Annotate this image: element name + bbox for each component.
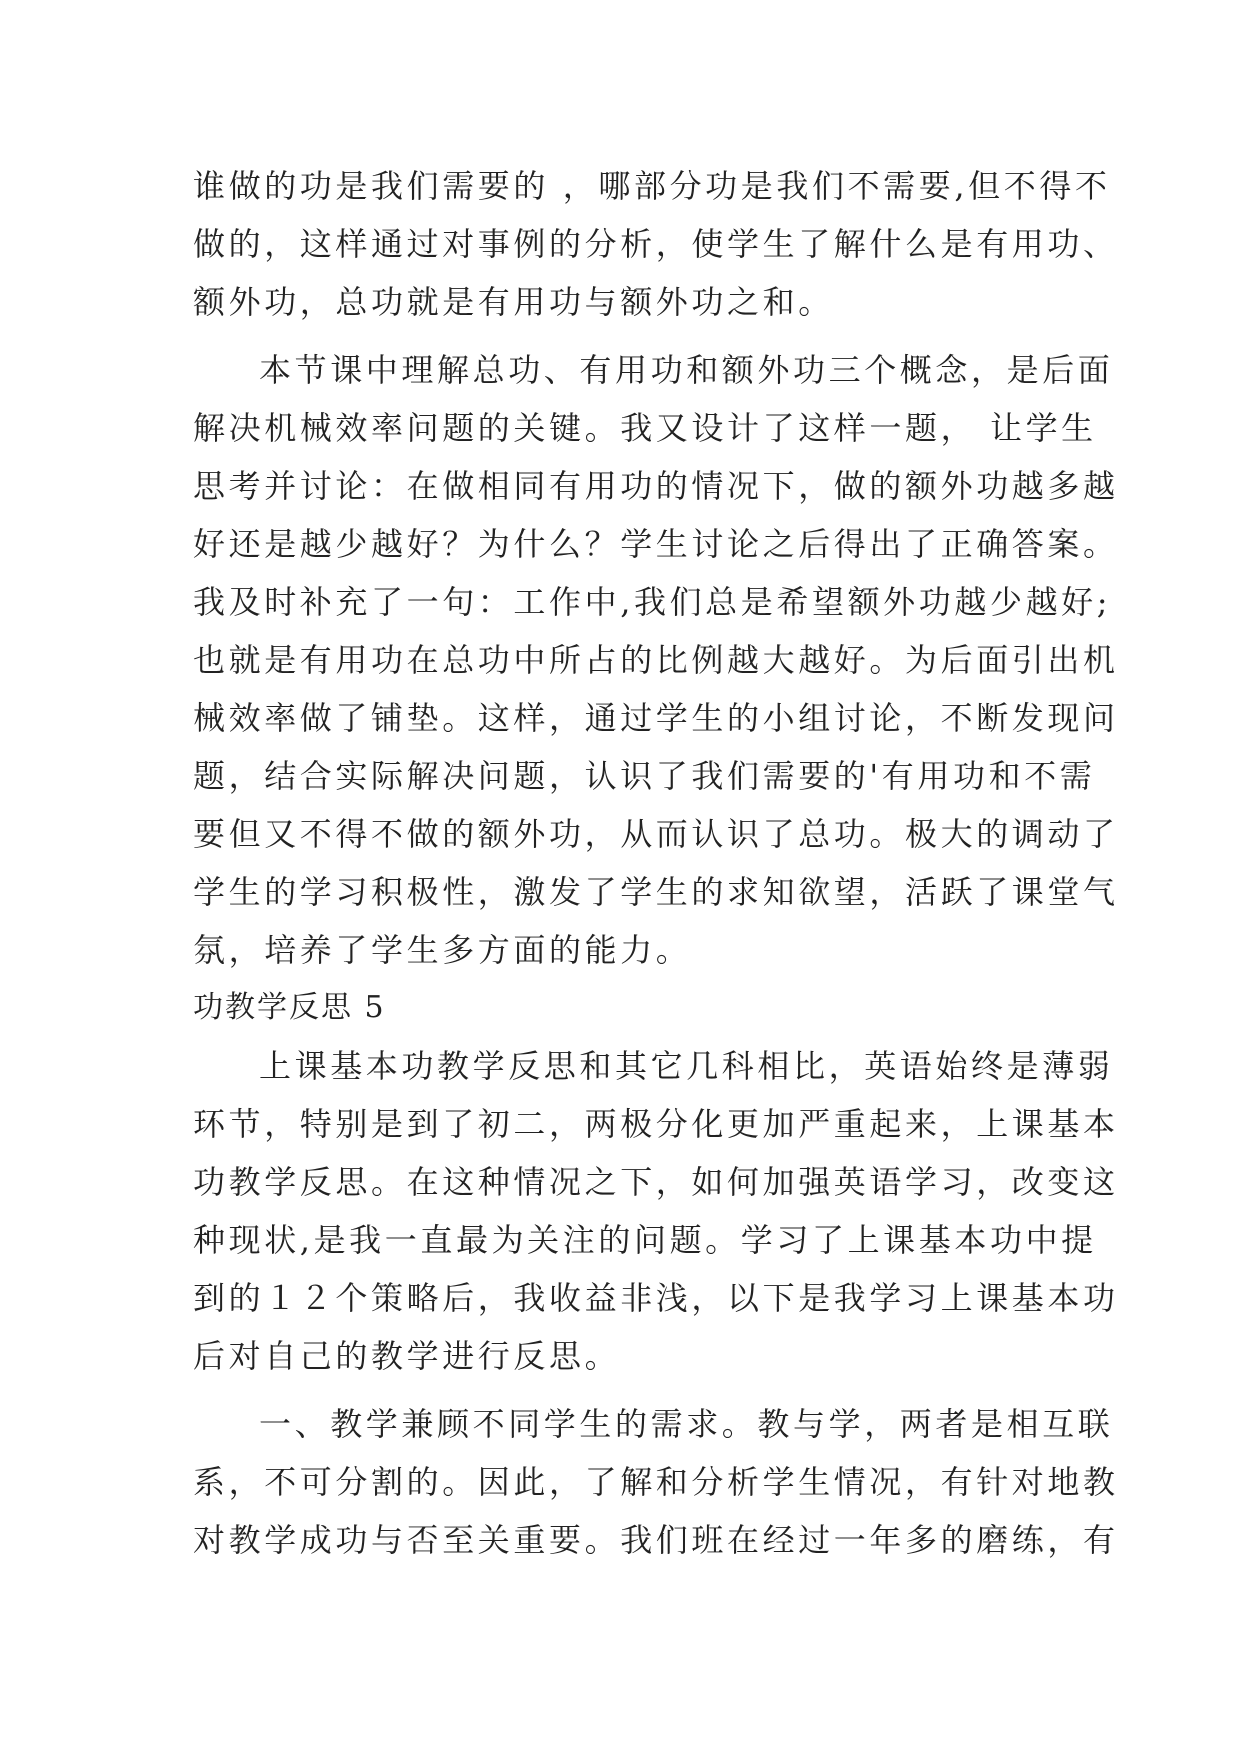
document-body (193, 157, 1119, 1569)
text-line: 系，不可分割的。因此，了解和分析学生情况，有针对地教 (193, 1463, 1119, 1501)
text-line: 本节课中理解总功、有用功和额外功三个概念，是后面 (259, 351, 1114, 389)
text-line: 氛，培养了学生多方面的能力。 (193, 931, 692, 969)
text-line: 到的１２个策略后，我收益非浅，以下是我学习上课基本功 (193, 1279, 1119, 1317)
text-line: 题，结合实际解决问题，认识了我们需要的'有用功和不需 (193, 757, 1096, 795)
text-line: 功教学反思。在这种情况之下，如何加强英语学习，改变这 (193, 1163, 1119, 1201)
paragraph-gap (193, 1385, 1073, 1395)
text-line: 后对自己的教学进行反思。 (193, 1337, 621, 1375)
text-line: 思考并讨论：在做相同有用功的情况下，做的额外功越多越 (193, 467, 1119, 505)
paragraph-gap (193, 331, 1073, 341)
text-line: 解决机械效率问题的关键。我又设计了这样一题， 让学生 (193, 409, 1097, 447)
text-line: 对教学成功与否至关重要。我们班在经过一年多的磨练，有 (193, 1521, 1119, 1559)
text-line: 一、教学兼顾不同学生的需求。教与学，两者是相互联 (259, 1405, 1114, 1443)
text-line: 学生的学习积极性，激发了学生的求知欲望，活跃了课堂气 (193, 873, 1119, 911)
text-line: 做的，这样通过对事例的分析，使学生了解什么是有用功、 (193, 225, 1119, 263)
text-line: 额外功，总功就是有用功与额外功之和。 (193, 283, 834, 321)
paragraph-continuation (193, 157, 1119, 331)
paragraph-point-one (193, 1395, 1119, 1569)
text-line: 械效率做了铺垫。这样，通过学生的小组讨论，不断发现问 (193, 699, 1119, 737)
paragraph-concepts (193, 341, 1119, 979)
text-line: 我及时补充了一句：工作中,我们总是希望额外功越少越好; (193, 583, 1112, 621)
paragraph-english (193, 1037, 1119, 1385)
text-line: 上课基本功教学反思和其它几科相比，英语始终是薄弱 (259, 1047, 1114, 1085)
text-line: 谁做的功是我们需要的 ，哪部分功是我们不需要,但不得不 (193, 167, 1111, 205)
text-line: 环节，特别是到了初二，两极分化更加严重起来，上课基本 (193, 1105, 1119, 1143)
text-line: 好还是越少越好？为什么？学生讨论之后得出了正确答案。 (193, 525, 1119, 563)
text-line: 也就是有用功在总功中所占的比例越大越好。为后面引出机 (193, 641, 1119, 679)
text-line: 要但又不得不做的额外功，从而认识了总功。极大的调动了 (193, 815, 1119, 853)
text-line: 种现状,是我一直最为关注的问题。学习了上课基本功中提 (193, 1221, 1097, 1259)
section-title: 功教学反思 5 (193, 990, 386, 1025)
